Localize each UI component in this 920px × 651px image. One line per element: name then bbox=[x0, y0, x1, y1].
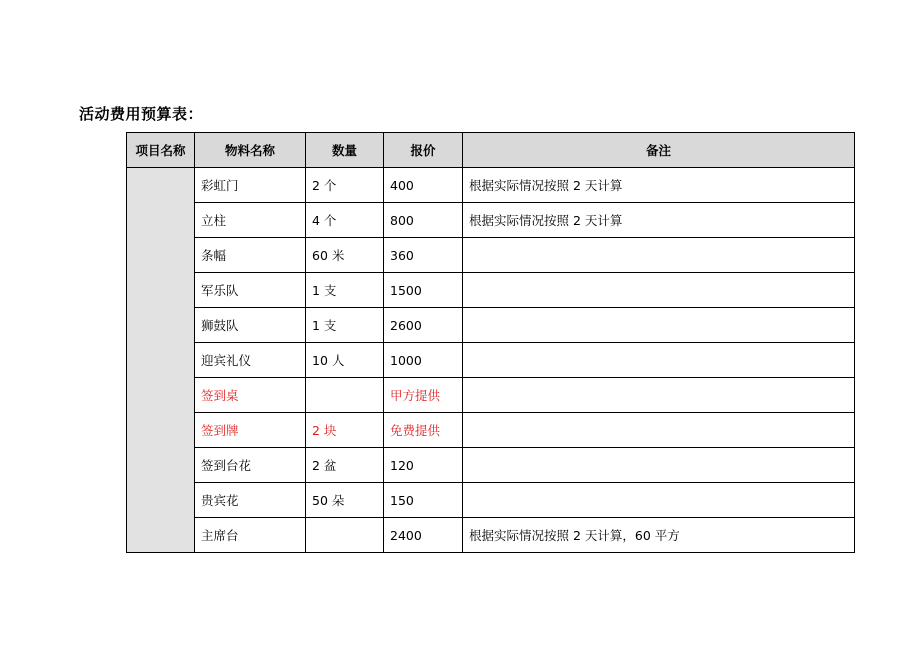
table-row bbox=[127, 343, 855, 378]
table-row bbox=[127, 518, 855, 553]
remarks-cell: 根据实际情况按照 2 天计算，60 平方 bbox=[463, 518, 855, 553]
price-cell: 1500 bbox=[384, 273, 463, 308]
remarks-cell: 根据实际情况按照 2 天计算 bbox=[463, 203, 855, 238]
price-cell: 120 bbox=[384, 448, 463, 483]
table-row bbox=[127, 168, 855, 203]
project-name-cell bbox=[127, 168, 195, 553]
table-body bbox=[127, 168, 855, 553]
material-name-cell: 狮鼓队 bbox=[195, 308, 306, 343]
table-row bbox=[127, 448, 855, 483]
header-remarks: 备注 bbox=[463, 133, 855, 168]
table-row bbox=[127, 378, 855, 413]
remarks-cell bbox=[463, 308, 855, 343]
header-material-name: 物料名称 bbox=[195, 133, 306, 168]
remarks-cell bbox=[463, 238, 855, 273]
quantity-cell bbox=[306, 518, 384, 553]
quantity-cell: 1 支 bbox=[306, 308, 384, 343]
quantity-cell: 2 盆 bbox=[306, 448, 384, 483]
material-name-cell: 彩虹门 bbox=[195, 168, 306, 203]
table-row bbox=[127, 238, 855, 273]
material-name-cell: 迎宾礼仪 bbox=[195, 343, 306, 378]
table-row bbox=[127, 203, 855, 238]
table-row bbox=[127, 413, 855, 448]
header-quantity: 数量 bbox=[306, 133, 384, 168]
price-cell: 2400 bbox=[384, 518, 463, 553]
table-row bbox=[127, 273, 855, 308]
quantity-cell bbox=[306, 378, 384, 413]
price-cell: 150 bbox=[384, 483, 463, 518]
material-name-cell: 签到牌 bbox=[195, 413, 306, 448]
remarks-cell: 根据实际情况按照 2 天计算 bbox=[463, 168, 855, 203]
price-cell: 甲方提供 bbox=[384, 378, 463, 413]
material-name-cell: 主席台 bbox=[195, 518, 306, 553]
material-name-cell: 军乐队 bbox=[195, 273, 306, 308]
quantity-cell: 10 人 bbox=[306, 343, 384, 378]
header-project-name: 项目名称 bbox=[127, 133, 195, 168]
header-price: 报价 bbox=[384, 133, 463, 168]
price-cell: 360 bbox=[384, 238, 463, 273]
quantity-cell: 2 个 bbox=[306, 168, 384, 203]
quantity-cell: 50 朵 bbox=[306, 483, 384, 518]
material-name-cell: 签到台花 bbox=[195, 448, 306, 483]
remarks-cell bbox=[463, 483, 855, 518]
remarks-cell bbox=[463, 273, 855, 308]
price-cell: 400 bbox=[384, 168, 463, 203]
remarks-cell bbox=[463, 448, 855, 483]
material-name-cell: 立柱 bbox=[195, 203, 306, 238]
material-name-cell: 签到桌 bbox=[195, 378, 306, 413]
budget-table bbox=[126, 132, 855, 553]
remarks-cell bbox=[463, 413, 855, 448]
price-cell: 免费提供 bbox=[384, 413, 463, 448]
table-header-row bbox=[127, 133, 855, 168]
price-cell: 800 bbox=[384, 203, 463, 238]
price-cell: 2600 bbox=[384, 308, 463, 343]
quantity-cell: 1 支 bbox=[306, 273, 384, 308]
material-name-cell: 条幅 bbox=[195, 238, 306, 273]
remarks-cell bbox=[463, 378, 855, 413]
quantity-cell: 2 块 bbox=[306, 413, 384, 448]
quantity-cell: 60 米 bbox=[306, 238, 384, 273]
price-cell: 1000 bbox=[384, 343, 463, 378]
table-row bbox=[127, 308, 855, 343]
table-row bbox=[127, 483, 855, 518]
material-name-cell: 贵宾花 bbox=[195, 483, 306, 518]
remarks-cell bbox=[463, 343, 855, 378]
quantity-cell: 4 个 bbox=[306, 203, 384, 238]
page-title: 活动费用预算表： bbox=[79, 105, 204, 123]
